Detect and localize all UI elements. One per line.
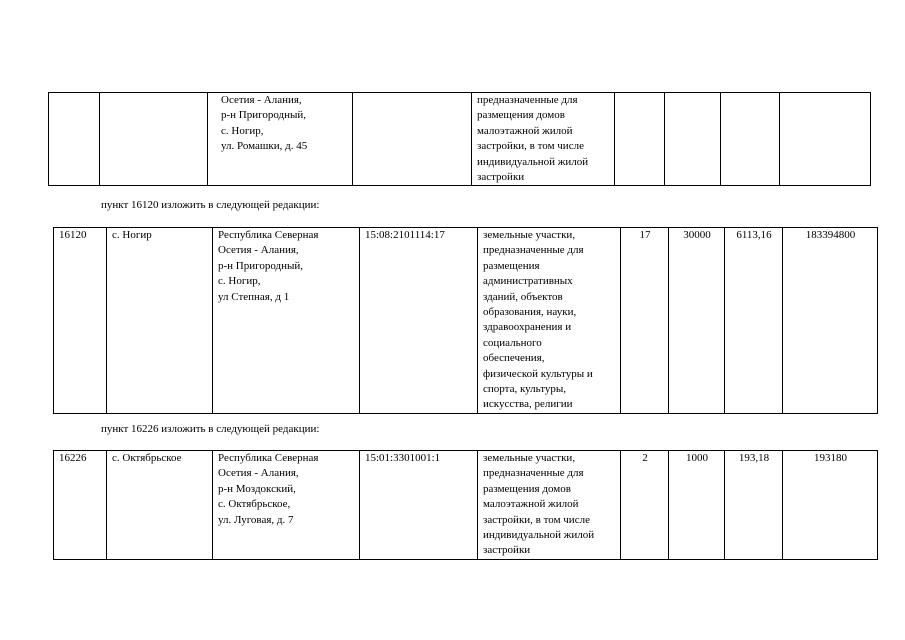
col9-cell: 6113,16 — [725, 228, 783, 414]
table-row — [49, 93, 871, 186]
number-cell: 16120 — [54, 228, 107, 414]
cadastral-cell — [353, 93, 472, 186]
purpose-cell: земельные участки, предназначенные для размещения домов малоэтажной жилой застройки, в том числе индивидуальной жилой застройки — [478, 451, 621, 560]
address-cell: Республика Северная Осетия - Алания, р-н Пригородный, с. Ногир, ул Степная, д 1 — [213, 228, 360, 414]
col10-cell: 193180 — [783, 451, 878, 560]
col7-cell — [615, 93, 665, 186]
purpose-cell: земельные участки, предназначенные для размещения административных зданий, объектов образования, науки, здравоохранения и социального обеспечения, физической культуры и спорта, культуры, искусства, религии — [478, 228, 621, 414]
table-continuation — [48, 92, 871, 186]
col10-cell: 183394800 — [783, 228, 878, 414]
address-cell: Республика Северная Осетия - Алания, р-н Моздокский, с. Октябрьское, ул. Луговая, д. 7 — [213, 451, 360, 560]
col9-cell — [721, 93, 780, 186]
address-cell: Осетия - Алания, р-н Пригородный, с. Ногир, ул. Ромашки, д. 45 — [208, 93, 353, 186]
col7-cell: 17 — [621, 228, 669, 414]
col8-cell: 30000 — [669, 228, 725, 414]
table-row — [54, 451, 878, 560]
instruction-16120: пункт 16120 изложить в следующей редакции: — [101, 199, 320, 211]
settlement-cell: с. Ногир — [107, 228, 213, 414]
number-cell: 16226 — [54, 451, 107, 560]
settlement-cell — [100, 93, 208, 186]
settlement-cell: с. Октябрьское — [107, 451, 213, 560]
number-cell — [49, 93, 100, 186]
col10-cell — [780, 93, 871, 186]
cadastral-cell: 15:01:3301001:1 — [360, 451, 478, 560]
cadastral-cell: 15:08:2101114:17 — [360, 228, 478, 414]
col7-cell: 2 — [621, 451, 669, 560]
col8-cell — [665, 93, 721, 186]
col9-cell: 193,18 — [725, 451, 783, 560]
purpose-cell: предназначенные для размещения домов малоэтажной жилой застройки, в том числе индивидуальной жилой застройки — [472, 93, 615, 186]
table-row — [54, 228, 878, 414]
col8-cell: 1000 — [669, 451, 725, 560]
table-16120 — [53, 227, 878, 414]
instruction-16226: пункт 16226 изложить в следующей редакции: — [101, 423, 320, 435]
table-16226 — [53, 450, 878, 560]
